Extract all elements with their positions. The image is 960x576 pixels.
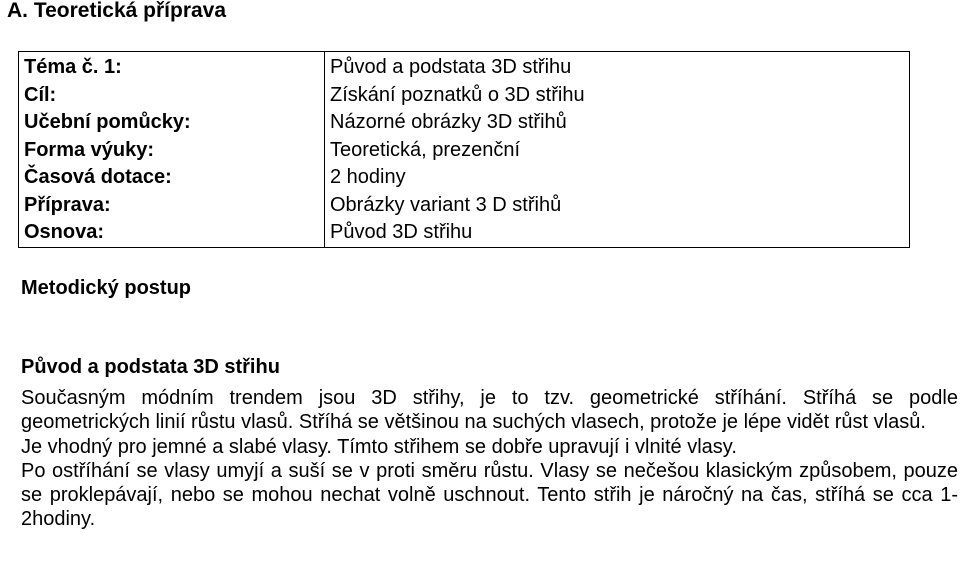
- info-value-time: 2 hodiny: [330, 166, 406, 188]
- info-value-outline: Původ 3D střihu: [330, 221, 473, 243]
- info-label-aids: Učební pomůcky:: [24, 111, 191, 133]
- section-heading: A. Teoretická příprava: [7, 0, 227, 22]
- info-value-preparation: Obrázky variant 3 D střihů: [330, 193, 562, 216]
- info-labels-column: [19, 52, 325, 248]
- info-label-goal: Cíl:: [24, 83, 57, 106]
- method-heading: Metodický postup: [21, 277, 192, 299]
- info-label-preparation: Příprava:: [24, 193, 111, 216]
- info-label-topic: Téma č. 1:: [24, 56, 122, 78]
- info-value-aids: Názorné obrázky 3D střihů: [330, 111, 567, 133]
- info-value-goal: Získání poznatků o 3D střihu: [330, 83, 585, 106]
- info-label-time: Časová dotace:: [24, 166, 172, 188]
- lesson-info-table: [18, 51, 910, 248]
- article-paragraph-1: Současným módním trendem jsou 3D střihy, je to tzv. geometrické stříhání. Stříhá se podle geometrických linií růstu vlasů. Stříhá se většinou na suchých vlasech, protože je lépe vidět růst vlasů.: [21, 387, 958, 434]
- info-value-form: Teoretická, prezenční: [330, 138, 521, 161]
- info-label-outline: Osnova:: [24, 221, 105, 243]
- info-values-column: [325, 52, 910, 248]
- info-label-form: Forma výuky:: [24, 138, 155, 161]
- info-value-topic: Původ a podstata 3D střihu: [330, 56, 572, 78]
- article-body: [21, 386, 958, 532]
- article-paragraph-3: Po ostříhání se vlasy umyjí a suší se v proti směru růstu. Vlasy se nečešou klasickým způsobem, pouze se proklepávají, nebo se mohou nechat volně uschnout. Tento střih je náročný na čas, stříhá se cca 1- 2hodiny.: [21, 459, 958, 531]
- article-paragraph-2: Je vhodný pro jemné a slabé vlasy. Tímto střihem se dobře upravují i vlnité vlasy.: [21, 435, 737, 458]
- article-title: Původ a podstata 3D střihu: [21, 356, 280, 378]
